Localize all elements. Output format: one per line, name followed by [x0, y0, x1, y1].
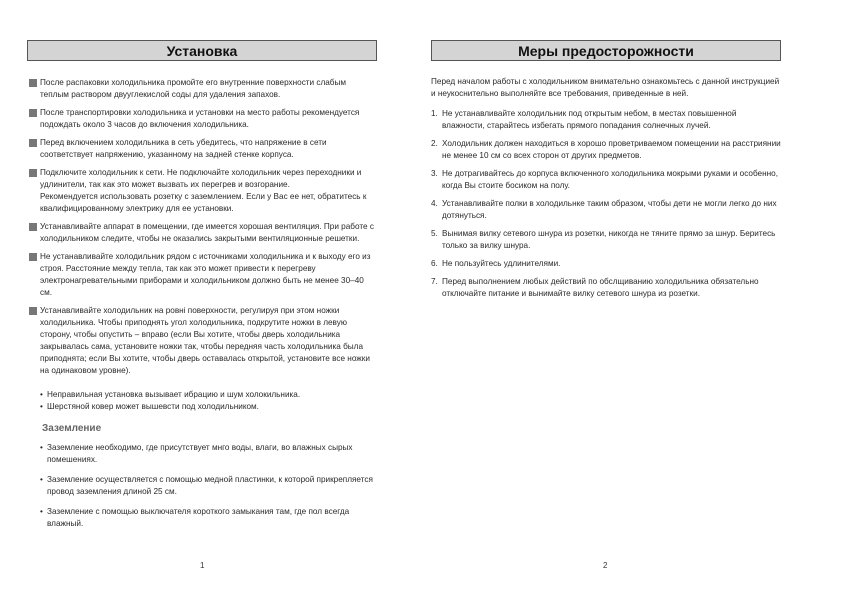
precautions-list [431, 108, 781, 300]
bullet-item [27, 167, 377, 215]
left-page [27, 40, 377, 538]
bullet-text: Устанавливайте холодильник на ровні поверхности, регулируя при этом ножки холодильника. Чтобы приподнять угол холодильника, подкрутите ножки в левую сторону, чтобы опустить – вправо (если Вы хотите, чтобы дверь холодильника закрывалась сама, установите ножки так, чтобы передняя часть холодильника была приподнята; если Вы хотите, чтобы дверь оставалась открытой, установите все ножки на одинаковом уровне). [40, 306, 370, 375]
grounding-text: Заземление осуществляется с помощью медной пластинки, к которой прикрепляется провод заземления длиной 25 см. [47, 475, 373, 496]
item-number: 5. [431, 229, 438, 238]
item-text: Перед выполнением любых действий по обслщиванию холодильника обязательно отключайте питание и вынимайте вилку сетевого шнура из розетки. [442, 277, 759, 298]
square-bullet-icon [29, 307, 37, 315]
item-text: Вынимая вилку сетевого шнура из розетки, никогда не тяните прямо за шнур. Беритесь только за вилку шнура. [442, 229, 776, 250]
item-text: Холодильник должен находиться в хорошо проветриваемом помещении на расстриянии не менее 10 см со всех сторон от других предметов. [442, 139, 781, 160]
dot-bullet-icon: • [40, 390, 43, 399]
bullet-item [27, 305, 377, 377]
installation-header [27, 40, 377, 61]
item-text: Не пользуйтесь удлинителями. [442, 259, 561, 268]
grounding-item [27, 442, 377, 466]
item-text: Устанавливайте полки в холодильнке таким образом, чтобы дети не могли легко до них дотянуться. [442, 199, 777, 220]
grounding-text: Заземление необходимо, где присутствует мнго воды, влаги, во влажных сырых помешениях. [47, 443, 353, 464]
item-text: Не устанавливайте холодильник под открытым небом, в местах повышенной влажности, старайтесь избегать прямого попадания солнечных лучей. [442, 109, 737, 130]
grounding-item [27, 474, 377, 498]
bullet-text: Подключите холодильник к сети. Не подключайте холодильник через переходники и удлинители, так как это может вызвать их перегрев и возгорание. [40, 168, 362, 189]
bullet-text: Не устанавливайте холодильник рядом с источниками холодильника и к выходу его из строя. Расстояние между тепла, так как это может привести к перегреву электронагревательными приборами и холодильником должно быть не менее 30–40 см. [40, 252, 371, 297]
bullet-item [27, 107, 377, 131]
item-number: 1. [431, 109, 438, 118]
dot-bullet-icon: • [40, 475, 43, 484]
square-bullet-icon [29, 169, 37, 177]
item-number: 2. [431, 139, 438, 148]
precautions-header [431, 40, 781, 61]
precautions-title: Меры предосторожности [518, 42, 694, 59]
bullet-text-continued: Рекомендуется использовать розетку с заземлением. Если у Вас ее нет, обратитесь к квалифицированному электрику для ее установки. [40, 192, 367, 213]
numbered-item [431, 276, 781, 300]
item-number: 6. [431, 259, 438, 268]
bullet-text: Перед включением холодильника в сеть убедитесь, что напряжение в сети соответствует напряжению, указанному на задней стенке корпуса. [40, 138, 327, 159]
square-bullet-icon [29, 223, 37, 231]
item-number: 7. [431, 277, 438, 286]
numbered-item [431, 138, 781, 162]
square-bullet-icon [29, 139, 37, 147]
item-text: Не дотрагивайтесь до корпуса включенного холодильника мокрыми руками и особенно, когда Вы стоите босиком на полу. [442, 169, 778, 190]
bullet-text: Устанавливайте аппарат в помещении, где имеется хорошая вентиляция. При работе с холодильником следите, чтобы не оказались закрытыми вентиляционные решетки. [40, 222, 374, 243]
grounding-item [27, 506, 377, 530]
numbered-item [431, 168, 781, 192]
bullet-item [27, 221, 377, 245]
note-text: Шерстяной ковер может вышевсти под холодильником. [47, 402, 259, 411]
precautions-intro: Перед началом работы с холодильником внимательно ознакомьтесь с данной инструкцией и неукоснительно выполняйте все требования, приведенные в ней. [431, 77, 780, 98]
square-bullet-icon [29, 253, 37, 261]
bullet-item [27, 137, 377, 161]
square-bullet-icon [29, 109, 37, 117]
page-number-right: 2 [603, 561, 608, 570]
grounding-list [27, 442, 377, 530]
bullet-text: После распаковки холодильника промойте его внутренние поверхности слабым теплым раствором двууглекислой соды для удаления запахов. [40, 78, 347, 99]
dot-bullet-icon: • [40, 507, 43, 516]
page-number-left: 1 [200, 561, 205, 570]
numbered-item [431, 108, 781, 132]
grounding-text: Заземление с помощью выключателя короткого замыкания там, где пол всегда влажный. [47, 507, 350, 528]
installation-title: Установка [166, 42, 238, 59]
bullet-item [27, 77, 377, 101]
dot-bullet-icon: • [40, 402, 43, 411]
note-text: Неправильная установка вызывает ибрацию и шум холокильника. [47, 390, 301, 399]
bullet-item [27, 251, 377, 299]
installation-bullets [27, 77, 377, 377]
note-item [27, 389, 377, 401]
note-item [27, 401, 377, 413]
grounding-heading: Заземление [42, 423, 102, 434]
dot-bullet-icon: • [40, 443, 43, 452]
numbered-item [431, 198, 781, 222]
numbered-item [431, 258, 781, 270]
item-number: 3. [431, 169, 438, 178]
right-page [431, 40, 781, 306]
square-bullet-icon [29, 79, 37, 87]
bullet-text: После транспортировки холодильника и установки на место работы рекомендуется подождать около 3 часов до включения холодильника. [40, 108, 360, 129]
numbered-item [431, 228, 781, 252]
installation-notes [27, 389, 377, 413]
item-number: 4. [431, 199, 438, 208]
